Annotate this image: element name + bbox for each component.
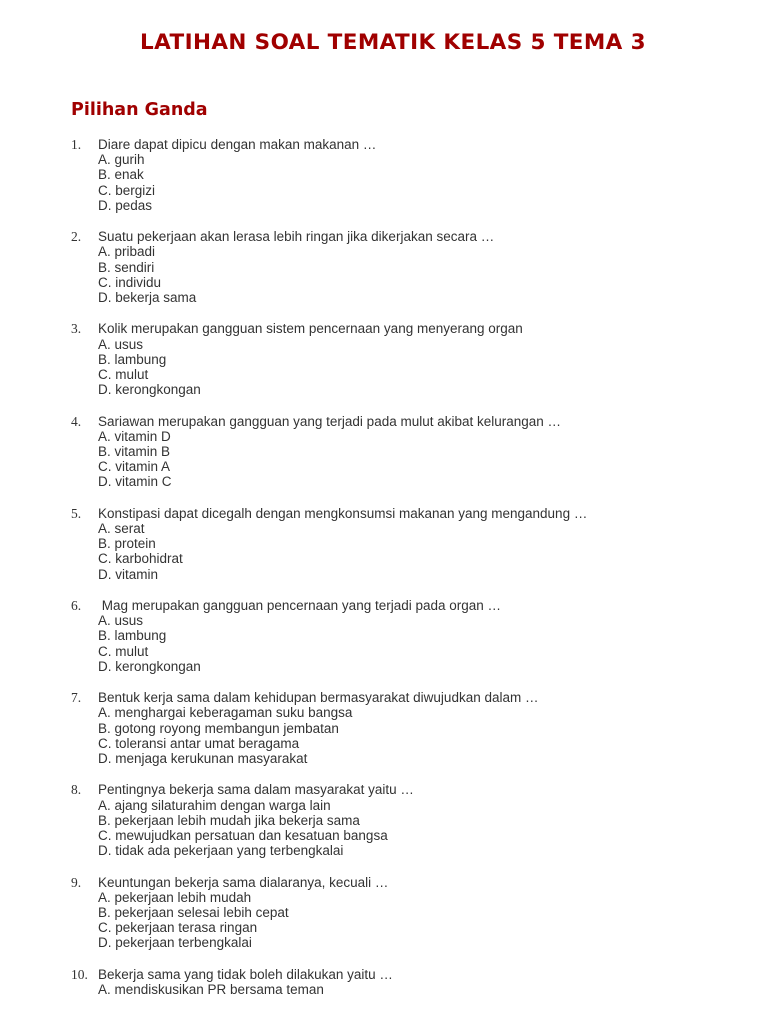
answer-option: A. menghargai keberagaman suku bangsa (98, 705, 353, 721)
question-number: 10. (71, 966, 88, 982)
answer-option: B. pekerjaan lebih mudah jika bekerja sama (98, 812, 360, 828)
answer-option: A. vitamin D (98, 428, 171, 444)
section-title: Pilihan Ganda (71, 100, 208, 120)
answer-option: D. tidak ada pekerjaan yang terbengkalai (98, 843, 344, 859)
answer-option: C. pekerjaan terasa ringan (98, 920, 258, 936)
question-text: Suatu pekerjaan akan lerasa lebih ringan jika dikerjakan secara … (98, 229, 495, 245)
option-list (71, 798, 751, 859)
answer-option: A. gurih (98, 152, 145, 168)
answer-option: C. toleransi antar umat beragama (98, 735, 300, 751)
answer-option: C. individu (98, 274, 162, 290)
answer-option: A. ajang silaturahim dengan warga lain (98, 797, 331, 813)
answer-option: B. lambung (98, 351, 167, 367)
answer-option: D. kerongkongan (98, 658, 201, 674)
answer-option: D. bekerja sama (98, 290, 197, 306)
option-list (71, 890, 751, 951)
question-item-3 (71, 321, 751, 397)
question-item-2 (71, 229, 751, 305)
answer-option: D. kerongkongan (98, 382, 201, 398)
answer-option: C. mulut (98, 643, 149, 659)
question-item-10 (71, 967, 751, 997)
answer-option: C. vitamin A (98, 459, 171, 475)
question-number: 2. (71, 229, 82, 245)
question-item-8 (71, 782, 751, 858)
option-list (71, 521, 751, 582)
question-text: Bekerja sama yang tidak boleh dilakukan yaitu … (98, 966, 393, 982)
question-text: Mag merupakan gangguan pencernaan yang terjadi pada organ … (98, 598, 502, 614)
answer-option: A. usus (98, 613, 144, 629)
answer-option: B. protein (98, 536, 156, 552)
answer-option: C. karbohidrat (98, 551, 183, 567)
option-list (71, 613, 751, 674)
question-text: Kolik merupakan gangguan sistem pencernaan yang menyerang organ (98, 321, 523, 337)
question-number: 6. (71, 598, 82, 614)
question-text: Pentingnya bekerja sama dalam masyarakat yaitu … (98, 782, 414, 798)
question-list (71, 137, 751, 1013)
question-item-4 (71, 414, 751, 490)
answer-option: B. enak (98, 167, 144, 183)
answer-option: D. pedas (98, 197, 153, 213)
answer-option: C. bergizi (98, 182, 156, 198)
question-number: 7. (71, 690, 82, 706)
option-list (71, 705, 751, 766)
option-list (71, 244, 751, 305)
answer-option: D. vitamin C (98, 474, 172, 490)
question-item-7 (71, 690, 751, 766)
question-text: Konstipasi dapat dicegalh dengan mengkonsumsi makanan yang mengandung … (98, 505, 588, 521)
question-item-1 (71, 137, 751, 213)
question-number: 8. (71, 782, 82, 798)
question-text: Sariawan merupakan gangguan yang terjadi pada mulut akibat kelurangan … (98, 413, 562, 429)
question-number: 9. (71, 874, 82, 890)
answer-option: D. menjaga kerukunan masyarakat (98, 751, 308, 767)
question-number: 5. (71, 505, 82, 521)
question-item-9 (71, 875, 751, 951)
answer-option: A. pribadi (98, 244, 156, 260)
answer-option: B. gotong royong membangun jembatan (98, 720, 339, 736)
option-list (71, 337, 751, 398)
answer-option: A. mendiskusikan PR bersama teman (98, 982, 324, 998)
answer-option: A. pekerjaan lebih mudah (98, 889, 252, 905)
answer-option: C. mewujudkan persatuan dan kesatuan bangsa (98, 828, 388, 844)
option-list (71, 982, 751, 997)
answer-option: B. vitamin B (98, 444, 171, 460)
answer-option: D. vitamin (98, 566, 159, 582)
question-number: 3. (71, 321, 82, 337)
answer-option: A. serat (98, 521, 145, 537)
question-number: 1. (71, 137, 82, 152)
option-list (71, 429, 751, 490)
question-text: Keuntungan bekerja sama dialaranya, kecuali … (98, 874, 389, 890)
answer-option: B. pekerjaan selesai lebih cepat (98, 905, 289, 921)
answer-option: D. pekerjaan terbengkalai (98, 935, 252, 951)
page-title: LATIHAN SOAL TEMATIK KELAS 5 TEMA 3 (140, 30, 646, 55)
answer-option: A. usus (98, 336, 144, 352)
question-number: 4. (71, 413, 82, 429)
option-list (71, 152, 751, 213)
answer-option: B. sendiri (98, 259, 155, 275)
answer-option: C. mulut (98, 367, 149, 383)
question-text: Diare dapat dipicu dengan makan makanan … (98, 137, 377, 152)
answer-option: B. lambung (98, 628, 167, 644)
question-text: Bentuk kerja sama dalam kehidupan bermasyarakat diwujudkan dalam … (98, 690, 539, 706)
question-item-6 (71, 598, 751, 674)
question-item-5 (71, 506, 751, 582)
